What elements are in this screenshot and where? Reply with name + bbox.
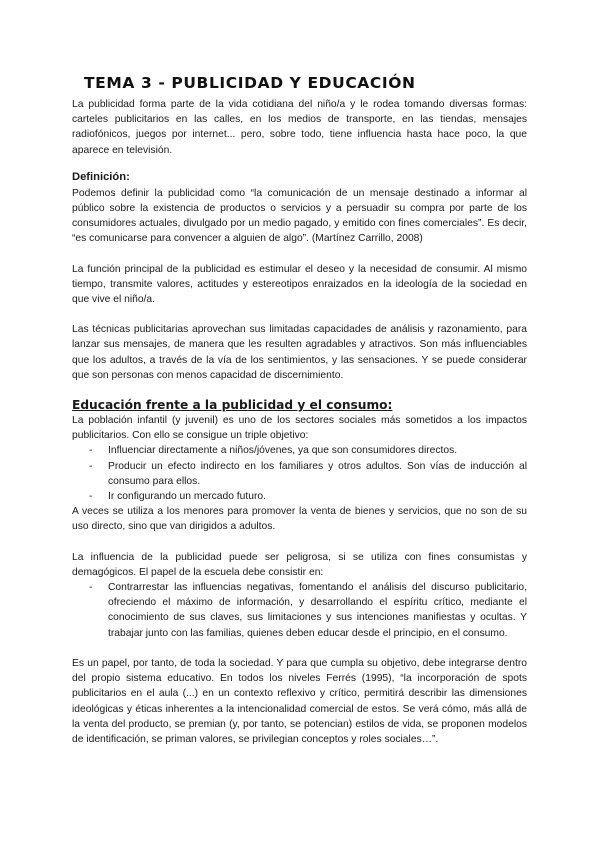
definition-paragraph: Podemos definir la publicidad como “la comunicación de un mensaje destinado a informar al público sobre la existencia de productos o servicios y a persuadir su compra por parte de los consumidores actuales, divulgado por un medio pagado, y emitido con fines comerciales”. Es decir, “es comunicarse para convencer a alguien de algo”. (Martínez Carrillo, 2008) xyxy=(72,187,527,245)
function-paragraph: La función principal de la publicidad es estimular el deseo y la necesidad de consumir. Al mismo tiempo, transmite valores, actitudes y estereotipos enraizados en la ideología de la sociedad en que vive el niño/a. xyxy=(72,263,527,306)
school-role-list xyxy=(72,580,527,641)
definition-heading: Definición: xyxy=(72,170,130,183)
list-item: - Contrarrestar las influencias negativas, fomentando el análisis del discurso publicitario, ofreciendo el máximo de información, y desarrollando el espíritu crítico, mediante el conocimiento de sus claves, sus limitaciones y sus intenciones manifiestas y ocultas. Y trabajar junto con las familias, quienes deben educar desde el principio, en el consumo. xyxy=(108,580,527,641)
list-item: - Influenciar directamente a niños/jóvenes, ya que son consumidores directos. xyxy=(108,443,527,458)
closing-paragraph: Es un papel, por tanto, de toda la sociedad. Y para que cumpla su objetivo, debe integrarse dentro del propio sistema educativo. En todos los niveles Ferrés (1995), “la incorporación de spots publicitarios en el aula (...) en un contexto reflexivo y crítico, permitirá describir las dimensiones ideológicas y éticas inherentes a la intencionalidad comercial de estos. Se verá cómo, más allá de la venta del producto, se premian (y, por tanto, se potencian) estilos de vida, se proponen modelos de identificación, se priman valores, se privilegian conceptos y roles sociales…”. xyxy=(72,657,527,745)
education-intro-paragraph: La población infantil (y juvenil) es uno de los sectores sociales más sometidos a los impactos publicitarios. Con ello se consigue un triple objetivo: xyxy=(72,415,527,442)
education-section-heading: Educación frente a la publicidad y el consumo: xyxy=(72,398,393,413)
techniques-paragraph: Las técnicas publicitarias aprovechan sus limitadas capacidades de análisis y razonamiento, para lanzar sus mensajes, de manera que les resulten agradables y atractivos. Son más influenciables que los adultos, a través de la vía de los sentimientos, y las sensaciones. Y se puede considerar que son personas con menos capacidad de discernimiento. xyxy=(72,324,527,381)
influence-paragraph: La influencia de la publicidad puede ser peligrosa, si se utiliza con fines consumistas y demagógicos. El papel de la escuela debe consistir en: xyxy=(72,551,527,578)
list-item: - Ir configurando un mercado futuro. xyxy=(108,489,527,504)
after-list-paragraph: A veces se utiliza a los menores para promover la venta de bienes y servicios, que no son de su uso directo, sino que van dirigidos a adultos. xyxy=(72,506,527,533)
document-title: TEMA 3 - PUBLICIDAD Y EDUCACIÓN xyxy=(84,74,416,92)
objectives-list xyxy=(72,443,527,504)
intro-paragraph: La publicidad forma parte de la vida cotidiana del niño/a y le rodea tomando diversas formas: carteles publicitarios en las calles, en los medios de transporte, en las tiendas, mensajes radiofónicos, juegos por internet... pero, sobre todo, tiene influencia hasta hace poco, la que aparece en televisión. xyxy=(72,99,527,156)
list-item: - Producir un efecto indirecto en los familiares y otros adultos. Son vías de inducción al consumo para ellos. xyxy=(108,459,527,489)
document-page xyxy=(72,74,527,747)
